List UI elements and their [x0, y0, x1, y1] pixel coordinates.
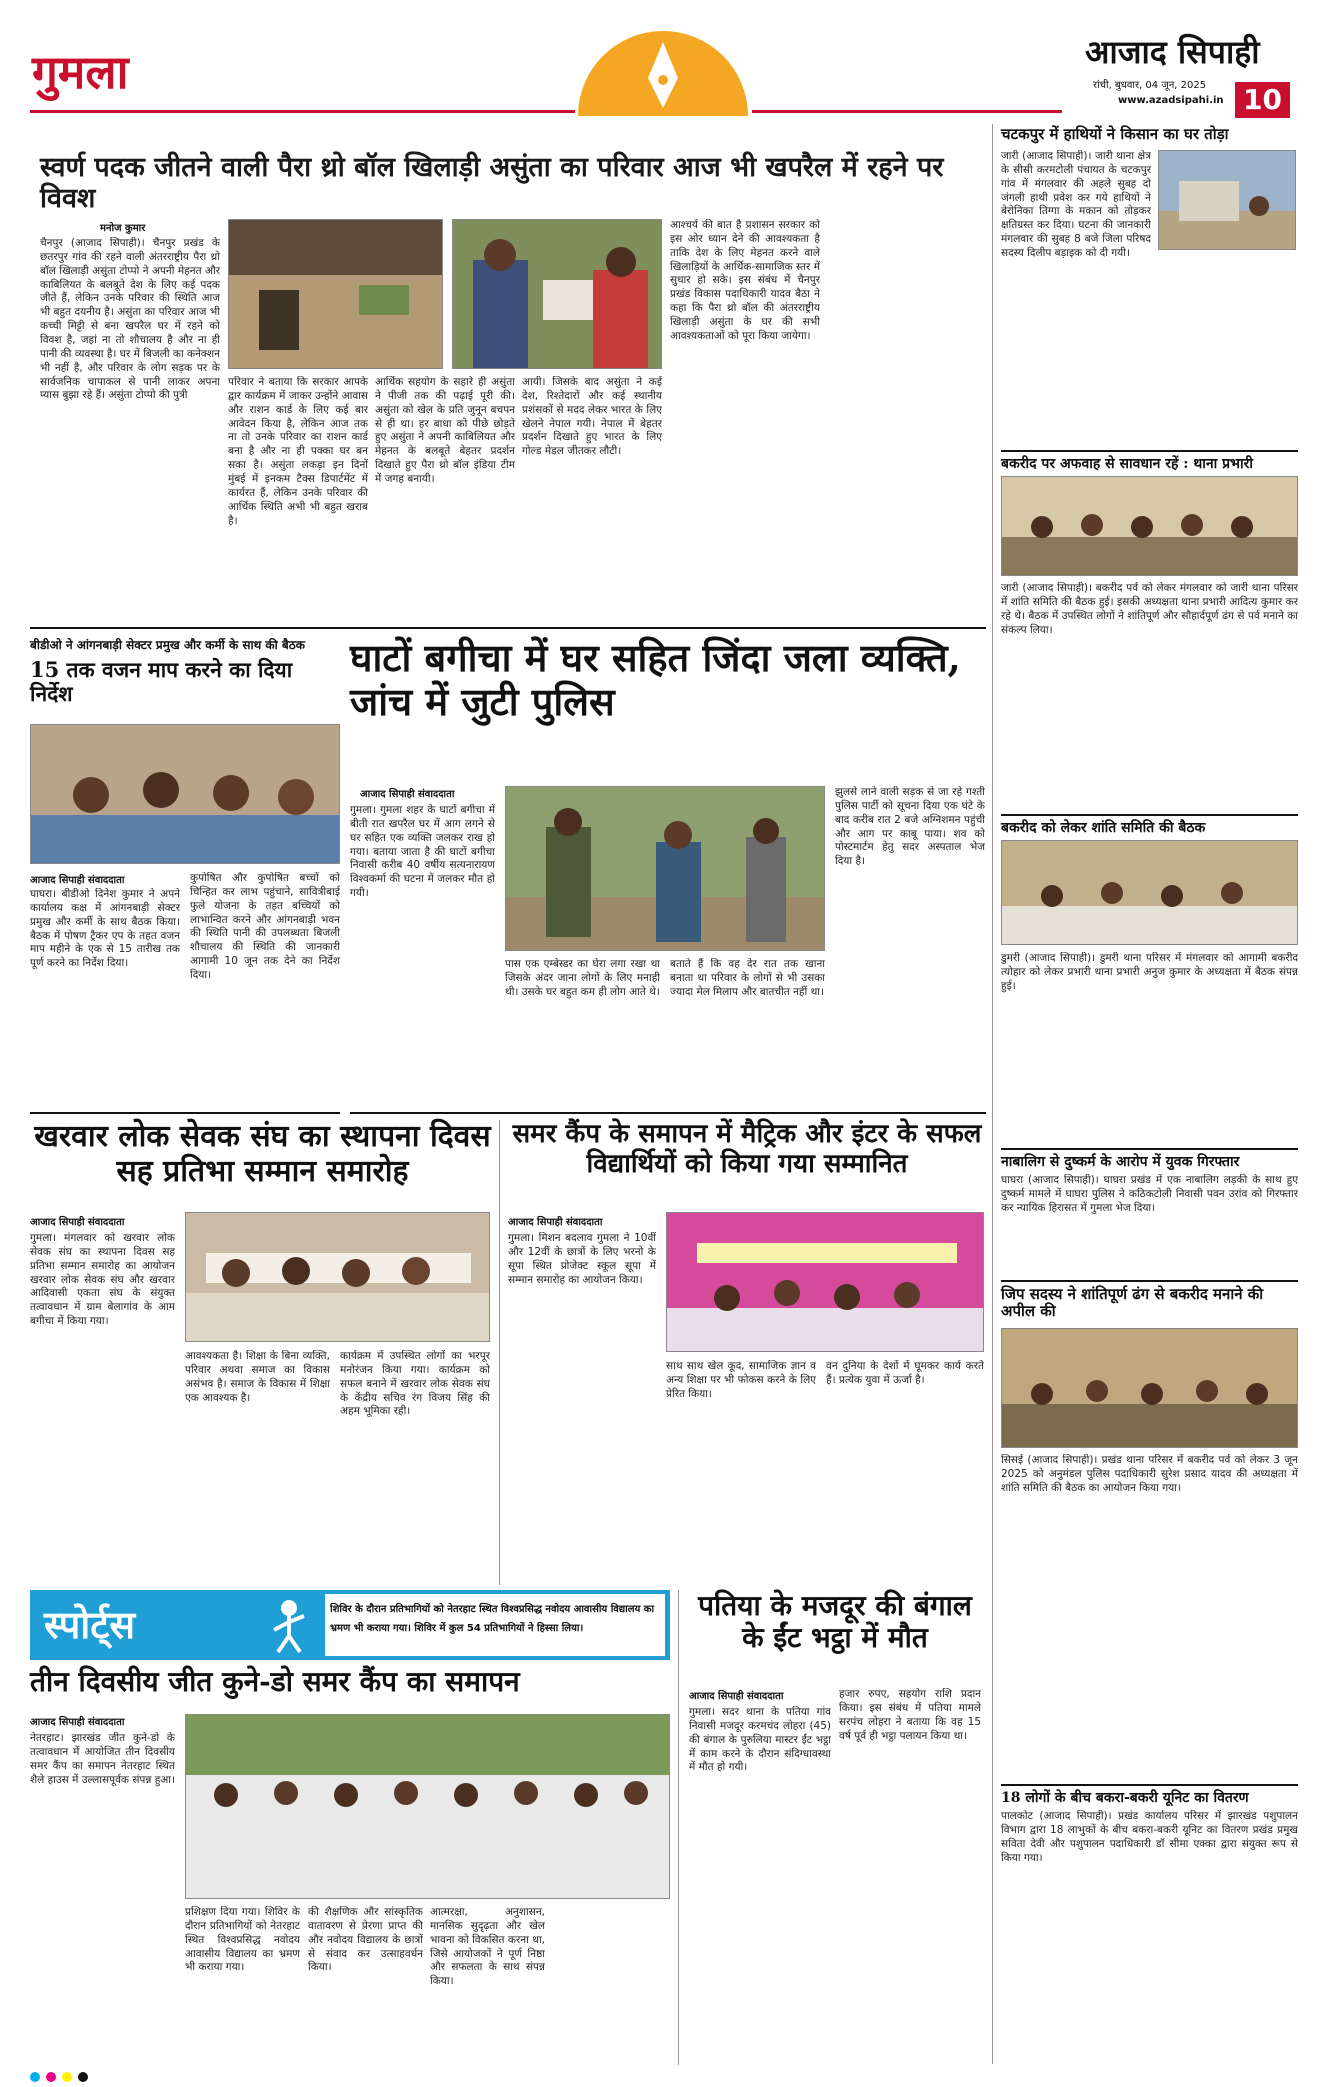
kunedo-body-col4: आत्मरक्षा, अनुशासन, मानसिक सुदृढ़ता और खेल भावना को विकसित करना था, जिसे आयोजकों ने पूर्ण निष्ठा और सफलता के साथ संपन्न किया। — [430, 1906, 545, 1988]
kunedo-headline: तीन दिवसीय जीत कुने-डो समर कैंप का समापन — [30, 1665, 520, 1698]
sports-label: स्पोर्ट्स — [44, 1602, 136, 1647]
goat-headline: 18 लोगों के बीच बकरा-बकरी यूनिट का वितरण — [1001, 1784, 1298, 1806]
bdo-body-col2: कुपोषित और कुपोषित बच्चों को चिन्हित कर लाभ पहुंचाने, सावित्रीबाई फुले योजना के तहत बच्चियों को लाभान्वित करने और आंगनबाड़ी भवन की स्थिति पानी की उपलब्धता बिजली शौचालय की स्थिति की जानकारी आगामी 10 जून तक देने का निर्देश दिया। — [190, 872, 340, 982]
bengal-story — [678, 1590, 986, 2065]
shanti-photo — [1001, 840, 1298, 945]
bdo-body-col1: घाघरा। बीडीओ दिनेश कुमार ने अपने कार्यालय कक्ष में आंगनबाड़ी सेक्टर प्रमुख और कर्मी के साथ बैठक किया। बैठक में पोषण ट्रैकर एप के तहत वजन माप महीने के एक से 15 तारीख तक पूर्ण करने का निर्देश दिया। — [30, 888, 180, 970]
bakrid-headline: बकरीद पर अफवाह से सावधान रहें : थाना प्रभारी — [1001, 450, 1298, 472]
masthead — [0, 0, 1325, 118]
bdo-byline: आजाद सिपाही संवाददाता — [30, 875, 125, 886]
summer-photo — [666, 1212, 984, 1352]
section-title: गुमला — [32, 45, 129, 99]
ghat-story — [350, 636, 986, 1114]
bengal-body-col2: हजार रुपए, सहयोग राशि प्रदान किया। इस संबंध में पतिया मामले सरपंच लोहरा ने बताया कि वह 15 वर्ष पूर्व ही भट्ठा पलायन किया था। — [839, 1688, 981, 1742]
ghat-body-col4: झुलसे लाने वाली सड़क से जा रहे गश्ती पुलिस पार्टी को सूचना दिया एक घंटे के बाद करीब रात 2 बजे अग्निशमन पहुंची और आग पर काबू पाया। शव को पोस्टमार्टम हेतु सदर अस्पताल भेज दिया है। — [835, 786, 985, 868]
lead-photo-house — [228, 219, 443, 369]
lead-photo-family — [452, 219, 662, 369]
sports-promo-text: शिविर के दौरान प्रतिभागियों को नेतरहाट स्थित विश्वप्रसिद्ध नवोदय आवासीय विद्यालय का भ्रमण भी कराया गया। शिविर में कुल 54 प्रतिभागियों ने हिस्सा लिया। — [330, 1604, 655, 1634]
goat-body: पालकोट (आजाद सिपाही)। प्रखंड कार्यालय परिसर में झारखंड पशुपालन विभाग द्वारा 18 लाभुकों के बीच बकरा-बकरी यूनिट का वितरण प्रखंड प्रमुख सविता देवी और पशुपालन पदाधिकारी डॉ सीमा एक्का द्वारा संयुक्त रूप से किया गया। — [1001, 1810, 1298, 1864]
minor-body: घाघरा (आजाद सिपाही)। घाघरा प्रखंड में एक नाबालिग लड़की के साथ हुए दुष्कर्म मामले में घाघरा पुलिस ने कठिकटोली निवासी पवन उरांव को गिरफ्तार कर न्यायिक हिरासत में गुमला भेज दिया। — [1001, 1174, 1298, 1214]
lead-story — [30, 124, 986, 629]
elephant-body-2 — [1158, 254, 1296, 350]
lead-body-col4: आयी। जिसके बाद असुंता ने कई देश, रिश्तेदारों और कई स्थानीय प्रशंसकों से मदद लेकर भारत के लिए खेलने नेपाल गयी। नेपाल में बेहतर प्रदर्शन दिखाते हुए भारत के लिए गोल्ड मेडल जीतकर लौटी। — [522, 376, 662, 458]
summer-body-col2: साथ साथ खेल कूद, सामाजिक ज्ञान व अन्य शिक्षा पर भी फोकस करने के लिए प्रेरित किया। — [666, 1360, 816, 1400]
right-column — [992, 124, 1297, 2064]
bakrid-photo — [1001, 476, 1298, 576]
ghat-byline: आजाद सिपाही संवाददाता — [360, 789, 455, 800]
kunedo-story — [30, 1666, 670, 2066]
ghat-body-col1: गुमला। गुमला शहर के घाटों बगीचा में बीती रात खपरैल घर में आग लगने से घर सहित एक व्यक्ति जलकर राख हो गया। बताया जाता है की घाटों बगीचा निवासी करीब 40 वर्षीय सत्यनारायण विश्वकर्मा की घटना में जलकर मौत हो गयी। — [350, 804, 495, 900]
bdo-story — [30, 636, 340, 1114]
sports-promo — [325, 1594, 665, 1656]
lead-body-col3: आर्थिक सहयोग के सहारे ही असुंता ने पीजी तक की पढ़ाई पूरी की। असुंता को खेल के प्रति जुनून बचपन से ही था। हर बाधा को पीछे छोड़ते हुए असुंता ने अपनी काबिलियत और मेहनत के बलबूते बेहतर प्रदर्शन दिखाते हुए पैरा थ्रो बॉल इंडिया टीम में जगह बनायी। — [375, 376, 515, 486]
lead-headline: स्वर्ण पदक जीतने वाली पैरा थ्रो बॉल खिलाड़ी असुंता का परिवार आज भी खपरैल में रहने पर विवश — [40, 152, 944, 215]
shanti-headline: बकरीद को लेकर शांति समिति की बैठक — [1001, 814, 1298, 836]
kunedo-body-col2: प्रशिक्षण दिया गया। शिविर के दौरान प्रतिभागियों को नेतरहाट स्थित विश्वप्रसिद्ध नवोदय आवासीय विद्यालय का भ्रमण भी कराया गया। — [185, 1906, 300, 1974]
ghat-body-col2: पास एक एम्बेस्डर का घेरा लगा रखा था जिसके अंदर जाना लोगों के लिए मनाही थी। उसके घर बहुत कम ही लोग आते थे। — [505, 958, 660, 998]
kharwar-body-col2: आवश्यकता है। शिक्षा के बिना व्यक्ति, परिवार अथवा समाज का विकास असंभव है। समाज के विकास में शिक्षा एक आवश्यक है। — [185, 1350, 330, 1404]
bakrid-body: जारी (आजाद सिपाही)। बकरीद पर्व को लेकर मंगलवार को जारी थाना परिसर में शांति समिति की बैठक हुई। इसकी अध्यक्षता थाना प्रभारी आदित्य कुमार कर रहे थे। बैठक में उपस्थित लोगों ने शांतिपूर्ण और सौहार्दपूर्ण ढंग से पर्व मनाने का संकल्प लिया। — [1001, 582, 1298, 636]
kharwar-body-col3: कार्यक्रम में उपस्थित लोगों का भरपूर मनोरंजन किया गया। कार्यक्रम को सफल बनाने में खरवार लोक सेवक संघ के केंद्रीय सचिव रंग विजय सिंह की अहम भूमिका रही। — [340, 1350, 490, 1418]
elephant-headline: चटकपुर में हाथियों ने किसान का घर तोड़ा — [1001, 125, 1229, 143]
elephant-body: जारी (आजाद सिपाही)। जारी थाना क्षेत्र के सीसी करमटोली पंचायत के चटकपुर गांव में मंगलवार की अहले सुबह दो जंगली हाथी प्रवेश कर गये हाथियों ने बेरोनिका तिग्गा के मकान को तोड़कर क्षतिग्रस्त कर दिया। घटना की जानकारी मंगलवार की सुबह 8 बजे जिला परिषद सदस्य दिलीप बड़ाइक को दी गयी। — [1001, 150, 1151, 260]
bdo-headline: 15 तक वजन माप करने का दिया निर्देश — [30, 657, 293, 707]
kharwar-byline: आजाद सिपाही संवाददाता — [30, 1217, 125, 1228]
lead-body-col2: परिवार ने बताया कि सरकार आपके द्वार कार्यक्रम में जाकर उन्होंने आवास और राशन कार्ड के लिए कई बार आवेदन किया है, लेकिन आज तक ना तो उनके परिवार का राशन कार्ड बना है और ना ही पक्का घर बन सका है। असुंता लकड़ा इन दिनों मुंबई में इनकम टैक्स डिपार्टमेंट में कार्यरत हैं, लेकिन उनके परिवार की आर्थिक स्थिति अभी भी बहुत खराब है। — [228, 376, 368, 527]
kharwar-story — [30, 1120, 500, 1585]
dateline: रांची, बुधवार, 04 जून, 2025 — [1093, 80, 1207, 91]
kunedo-byline: आजाद सिपाही संवाददाता — [30, 1717, 125, 1728]
minor-headline: नाबालिग से दुष्कर्म के आरोप में युवक गिरफ्तार — [1001, 1148, 1298, 1170]
lead-body-col5: आश्चर्य की बात है प्रशासन सरकार को इस ओर ध्यान देने की आवश्यकता है ताकि देश के लिए मेहनत करने वाले खिलाड़ियों के आर्थिक-सामाजिक स्तर में सुधार हो सके। इस संबंध में चैनपुर प्रखंड विकास पदाधिकारी यादव बैठा ने कहा कि पैरा थ्रो बॉल की अंतरराष्ट्रीय खिलाड़ी असुंता के घर की सभी आवश्यकताओं को पूरा किया जायेगा। — [670, 219, 820, 342]
page-number: 10 — [1235, 82, 1290, 118]
elephant-photo — [1158, 150, 1296, 250]
summer-headline: समर कैंप के समापन में मैट्रिक और इंटर के सफल विद्यार्थियों को किया गया सम्मानित — [512, 1119, 982, 1179]
bengal-body-col1: गुमला। सदर थाना के पतिया गांव निवासी मजदूर करमचंद लोहरा (45) की बंगाल के पुरुलिया मास्टर ईंट भट्ठा में काम करने के दौरान संदिग्धावस्था में मौत हो गयी। — [689, 1706, 831, 1774]
zila-photo — [1001, 1328, 1298, 1448]
ghat-photo — [505, 786, 825, 951]
kharwar-body-col1: गुमला। मंगलवार को खरवार लोक सेवक संघ का स्थापना दिवस सह प्रतिभा सम्मान समारोह का आयोजन खरवार लोक सेवक संघ और खरवार आदिवासी एकता संघ के संयुक्त तत्वावधान में ग्राम बेलागांव के आम बगीचा में किया गया। — [30, 1232, 175, 1328]
kharwar-headline: खरवार लोक सेवक संघ का स्थापना दिवस सह प्रतिभा सम्मान समारोह — [34, 1119, 491, 1189]
bengal-byline: आजाद सिपाही संवाददाता — [689, 1691, 784, 1702]
sports-player-icon — [260, 1596, 318, 1654]
bengal-headline: पतिया के मजदूर की बंगाल के ईंट भट्ठा में मौत — [698, 1589, 972, 1655]
shanti-body: डुमरी (आजाद सिपाही)। डुमरी थाना परिसर में मंगलवार को आगामी बकरीद त्योहार को लेकर प्रभारी थाना प्रभारी अनुज कुमार के अध्यक्षता में बैठक संपन्न हुई। — [1001, 952, 1298, 992]
bdo-photo — [30, 724, 340, 864]
zila-headline: जिप सदस्य ने शांतिपूर्ण ढंग से बकरीद मनाने की अपील की — [1001, 1280, 1298, 1321]
kunedo-body-col3: की शैक्षणिक और सांस्कृतिक वातावरण से प्रेरणा प्राप्त की और नवोदय विद्यालय के छात्रों से संवाद कर उत्साहवर्धन किया। — [308, 1906, 423, 1974]
registration-marks — [30, 2072, 1295, 2082]
summer-story — [508, 1120, 986, 1585]
paper-name: आजाद सिपाही — [1085, 33, 1260, 71]
summer-body-col1: गुमला। मिशन बदलाव गुमला ने 10वीं और 12वीं के छात्रों के लिए भरनो के सूपा स्थित प्रोजेक्ट स्कूल सूपा में सम्मान समारोह का आयोजन किया। — [508, 1232, 656, 1286]
bdo-kicker: बीडीओ ने आंगनबाड़ी सेक्टर प्रमुख और कर्मी के साथ की बैठक — [30, 638, 305, 652]
lead-author: मनोज कुमार — [100, 223, 146, 234]
masthead-rule-right — [752, 110, 1062, 113]
logo-emblem — [578, 30, 748, 116]
summer-body-col3: वन दुनिया के देशों में घूमकर कार्य करते हैं। प्रत्येक युवा में ऊर्जा है। — [826, 1360, 984, 1386]
kunedo-photo — [185, 1714, 670, 1899]
zila-body: सिसई (आजाद सिपाही)। प्रखंड थाना परिसर में बकरीद पर्व को लेकर 3 जून 2025 को अनुमंडल पुलिस पदाधिकारी सुरेश प्रसाद यादव की अध्यक्षता में शांति समिति की बैठक का आयोजन किया गया। — [1001, 1454, 1298, 1494]
masthead-rule-left — [30, 110, 575, 113]
kharwar-photo — [185, 1212, 490, 1342]
ghat-headline: घाटों बगीचा में घर सहित जिंदा जला व्यक्ति, जांच में जुटी पुलिस — [350, 635, 961, 724]
kunedo-body-col1: नेतरहाट। झारखंड जीत कुने-डो के तत्वावधान में आयोजित तीन दिवसीय समर कैंप का समापन नेतरहाट स्थित शैले हाउस में उल्लासपूर्वक संपन्न हुआ। — [30, 1732, 175, 1786]
site-url: www.azadsipahi.in — [1118, 95, 1224, 106]
sports-banner — [30, 1590, 670, 1660]
ghat-body-col3: बताते हैं कि वह देर रात तक खाना बनाता था परिवार के लोगों से भी उसका ज्यादा मेल मिलाप और बातचीत नहीं था। — [670, 958, 825, 998]
summer-byline: आजाद सिपाही संवाददाता — [508, 1217, 603, 1228]
lead-body-col1: चैनपुर (आजाद सिपाही)। चैनपुर प्रखंड के छतरपुर गांव की रहने वाली अंतरराष्ट्रीय पैरा थ्रो बॉल खिलाड़ी असुंता टोप्पो ने अपनी मेहनत और काबिलियत के बलबूते देश के लिए कई पदक जीते हैं, लेकिन उनके परिवार की स्थिति आज भी बहुत दयनीय है। असुंता का परिवार आज भी कच्ची मिट्टी से बना खपरैल घर में रहने को विवश है, जहां ना तो शौचालय है और ना ही पानी की व्यवस्था है। घर में बिजली का कनेक्शन भी नहीं है, और परिवार के लोग सड़क पर के सार्वजनिक चापाकल से पानी लाकर अपना प्यास बुझा रहे हैं। असुंता टोप्पो की पुत्री — [40, 237, 220, 402]
